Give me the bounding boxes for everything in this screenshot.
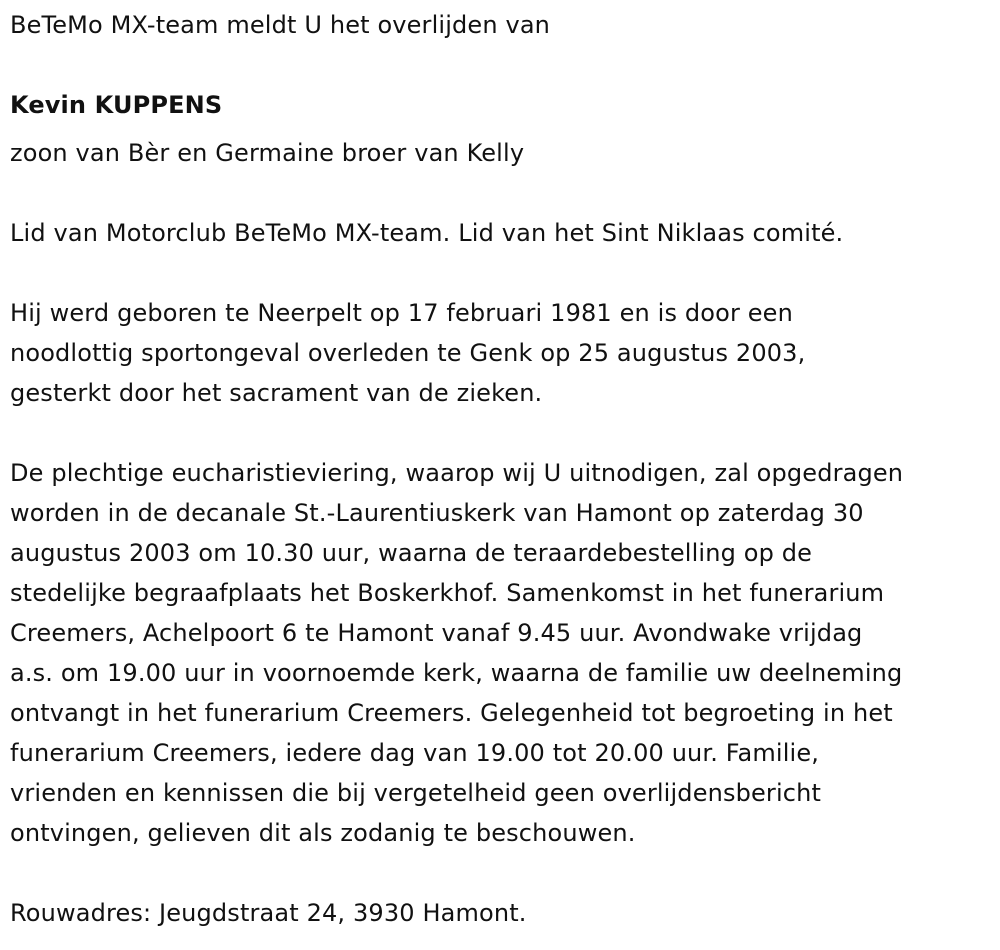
ceremony-line: funerarium Creemers, iedere dag van 19.00 tot 20.00 uur. Familie, xyxy=(10,739,820,767)
mourning-address: Rouwadres: Jeugdstraat 24, 3930 Hamont. xyxy=(10,899,527,927)
ceremony-line: De plechtige eucharistieviering, waarop wij U uitnodigen, zal opgedragen xyxy=(10,459,904,487)
birth-death-line: Hij werd geboren te Neerpelt op 17 februari 1981 en is door een xyxy=(10,299,793,327)
ceremony-line: worden in de decanale St.-Laurentiuskerk van Hamont op zaterdag 30 xyxy=(10,499,864,527)
ceremony-line: Creemers, Achelpoort 6 te Hamont vanaf 9.45 uur. Avondwake vrijdag xyxy=(10,619,863,647)
ceremony-line: augustus 2003 om 10.30 uur, waarna de teraardebestelling op de xyxy=(10,539,813,567)
deceased-name: Kevin KUPPENS xyxy=(10,91,223,119)
birth-death-line: gesterkt door het sacrament van de zieken. xyxy=(10,379,543,407)
ceremony-line: ontvangt in het funerarium Creemers. Gelegenheid tot begroeting in het xyxy=(10,699,893,727)
ceremony-line: a.s. om 19.00 uur in voornoemde kerk, waarna de familie uw deelneming xyxy=(10,659,903,687)
ceremony-line: ontvingen, gelieven dit als zodanig te beschouwen. xyxy=(10,819,636,847)
birth-death-line: noodlottig sportongeval overleden te Genk op 25 augustus 2003, xyxy=(10,339,806,367)
ceremony-line: vrienden en kennissen die bij vergetelheid geen overlijdensbericht xyxy=(10,779,822,807)
membership-text: Lid van Motorclub BeTeMo MX-team. Lid van het Sint Niklaas comité. xyxy=(10,219,844,247)
intro-text: BeTeMo MX-team meldt U het overlijden van xyxy=(10,11,551,39)
ceremony-line: stedelijke begraafplaats het Boskerkhof. Samenkomst in het funerarium xyxy=(10,579,885,607)
family-text: zoon van Bèr en Germaine broer van Kelly xyxy=(10,139,525,167)
